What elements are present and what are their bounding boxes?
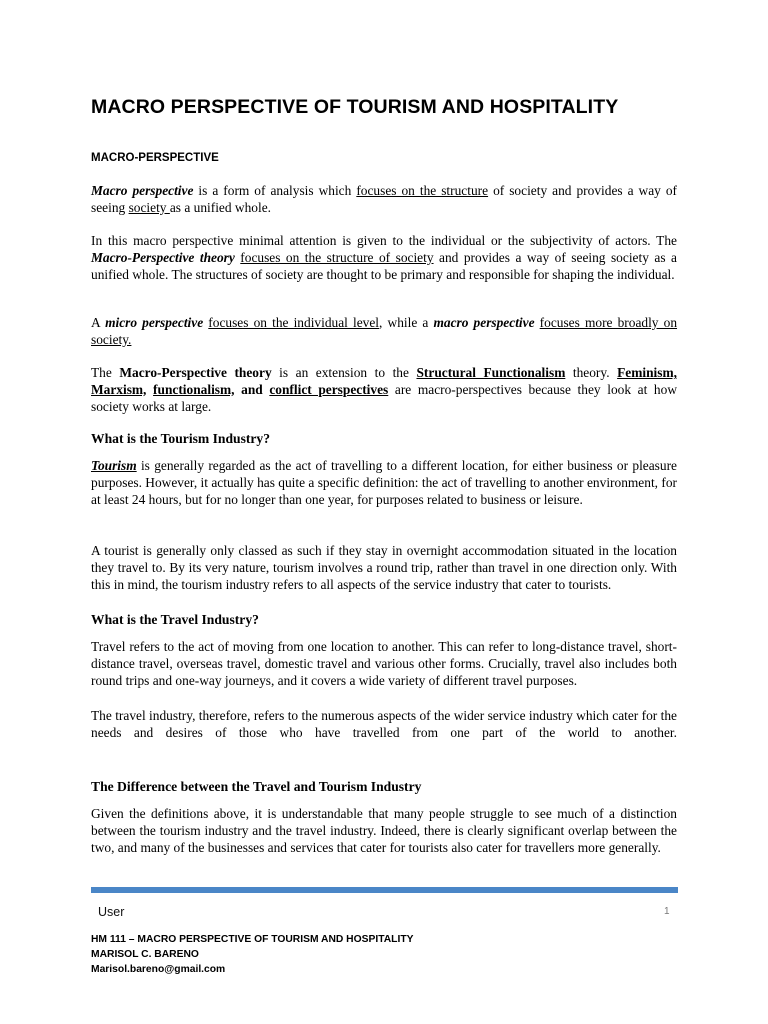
text-span: theory. [565,365,618,380]
link-structure-of-society[interactable]: focuses on the structure of society [240,249,434,265]
footer-author: MARISOL C. BARENO [91,949,199,961]
footer-user: User [98,905,125,919]
term-macro-perspective-theory-2: Macro-Perspective theory [119,365,272,380]
text-span: A [91,315,106,330]
text-span: as a unified whole. [169,199,271,215]
link-broadly-on-society[interactable]: focuses more broadly on society. [91,315,678,347]
link-focuses-structure[interactable]: focuses on the structure [356,183,489,198]
paragraph-travel-industry: The travel industry, therefore, refers to the numerous aspects of the wider service industry which cater for the needs and desires of those who have travelled from one part of the world to another. [91,708,677,740]
footer-course: HM 111 – MACRO PERSPECTIVE OF TOURISM AND HOSPITALITY [91,934,414,945]
link-feminism[interactable]: Feminism, [617,365,677,380]
term-macro-perspective: Macro perspective [91,183,194,198]
footer-email[interactable]: Marisol.bareno@gmail.com [91,964,226,976]
text-span: is a form of analysis which [193,183,357,198]
paragraph-macro-theory [91,233,677,283]
heading-difference: The Difference between the Travel and Tourism Industry [91,779,422,794]
text-span: is an extension to the [271,365,417,380]
paragraph-travel-definition: Travel refers to the act of moving from one location to another. This can refer to long-distance travel, short-distance travel, overseas travel, domestic travel and various other forms. Crucially, travel also includes both round trips and one-way journeys, and it covers a wide variety of different travel purposes. [91,639,677,688]
paragraph-theory-extension [91,365,677,415]
text-span: The [91,365,120,380]
link-tourism[interactable]: Tourism [91,458,137,473]
link-individual-level[interactable]: focuses on the individual level [208,315,380,330]
text-span: and [234,381,270,397]
text-span: of society and provides a way of seeing [91,183,677,215]
link-functionalism[interactable]: functionalism, [153,381,235,397]
link-structural-functionalism[interactable]: Structural Functionalism [416,365,566,380]
link-conflict-perspectives[interactable]: conflict perspectives [269,381,389,397]
paragraph-tourism-definition [91,458,677,508]
page-number: 1 [664,906,670,917]
text-span: are macro-perspectives because they look at how society works at large. [91,381,677,414]
term-macro-perspective-theory: Macro-Perspective theory [91,249,235,265]
link-society[interactable]: society [128,199,170,215]
text-span: is generally regarded as the act of travelling to a different location, for either business or pleasure purposes. However, it actually has quite a specific definition: the act of travelling to another environment, for at least 24 hours, but for no longer than one year, for purposes related to business or leisure. [91,458,677,507]
link-marxism[interactable]: Marxism, [91,381,147,397]
paragraph-micro-vs-macro [91,315,677,349]
footer-rule [91,887,678,893]
footer-info [91,932,414,978]
text-span: In this macro perspective minimal attention is given to the individual or the subjectivity of actors. The [91,233,677,248]
term-micro-perspective: micro perspective [105,315,204,330]
term-macro-perspective-2: macro perspective [433,315,535,330]
paragraph-tourist: A tourist is generally only classed as such if they stay in overnight accommodation situated in the location they travel to. By its very nature, tourism involves a round trip, rather than travel in one direction only. With this in mind, the tourism industry refers to all aspects of the service industry that cater to tourists. [91,543,677,592]
text-span: and provides a way of seeing society as a unified whole. The structures of society are thought to be primary and responsible for shaping the individual. [91,249,677,282]
heading-tourism-industry: What is the Tourism Industry? [91,431,271,446]
paragraph-difference: Given the definitions above, it is understandable that many people struggle to see much of a distinction between the tourism industry and the travel industry. Indeed, there is clearly significant overlap between the two, and many of the businesses and services that cater for tourists also cater for travellers more generally. [91,806,677,855]
heading-travel-industry: What is the Travel Industry? [91,612,259,627]
document-title: MACRO PERSPECTIVE OF TOURISM AND HOSPITALITY [91,96,619,118]
text-span: , while a [379,315,434,330]
paragraph-macro-definition [91,183,677,217]
section-subheading: MACRO-PERSPECTIVE [91,152,219,164]
